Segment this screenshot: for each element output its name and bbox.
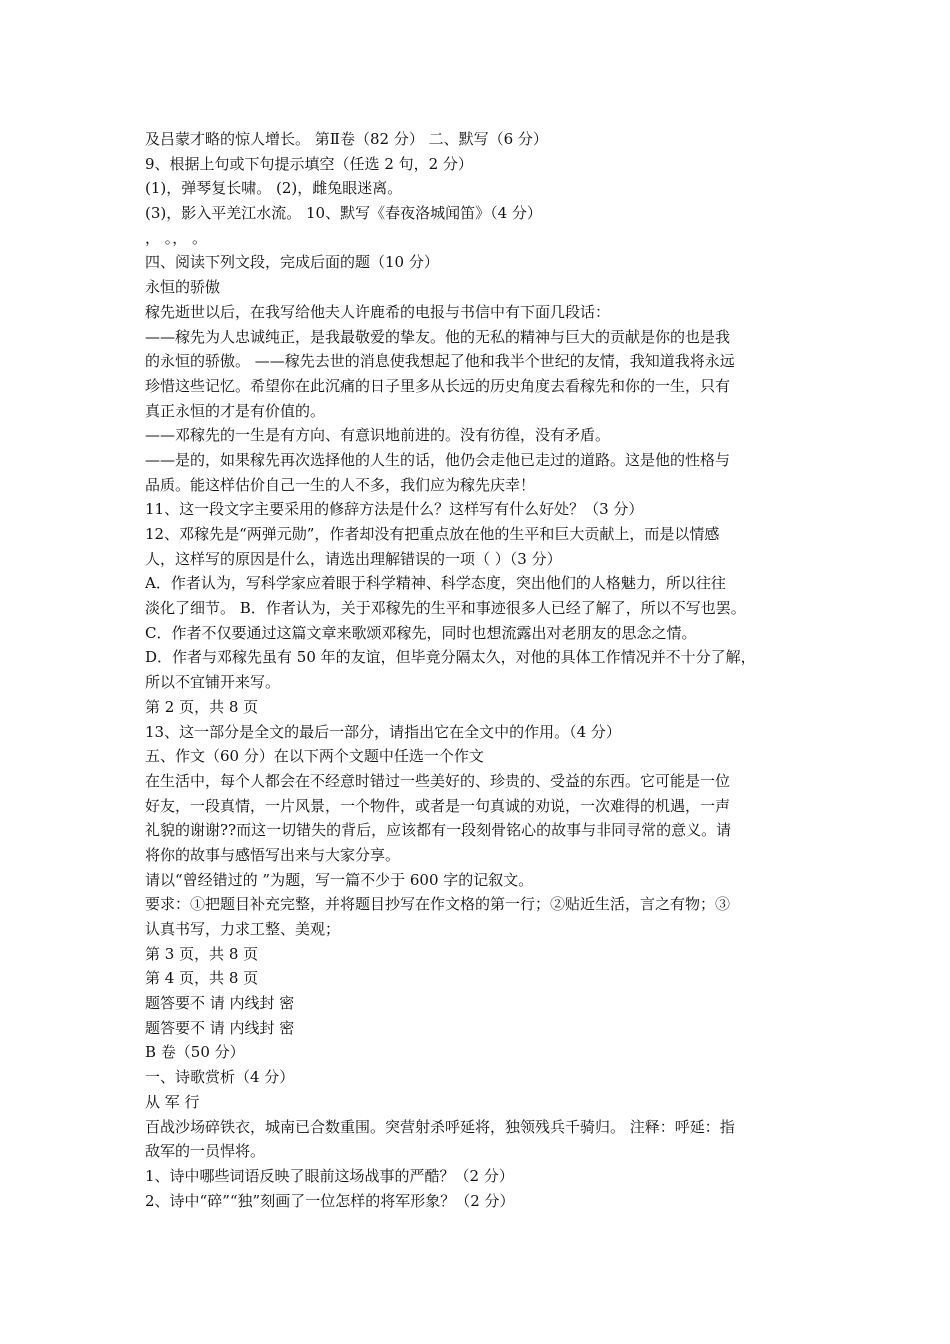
text-line: ——稼先为人忠诚纯正，是我最敬爱的挚友。他的无私的精神与巨大的贡献是你的也是我 bbox=[145, 327, 731, 346]
page-number: 第 4 页，共 8 页 bbox=[145, 969, 259, 988]
text-line: 四、阅读下列文段，完成后面的题（10 分） bbox=[145, 253, 439, 272]
option-line: A．作者认为，写科学家应着眼于科学精神、科学态度，突出他们的人格魅力，所以往往 bbox=[145, 574, 726, 593]
document-page bbox=[145, 127, 835, 1213]
text-line: 所以不宜铺开来写。 bbox=[145, 673, 281, 692]
poem-text: 百战沙场碎铁衣，城南已合数重围。突营射杀呼延将，独领残兵千骑归。 注释：呼延：指 bbox=[145, 1117, 735, 1136]
text-line: 要求：①把题目补充完整，并将题目抄写在作文格的第一行；②贴近生活，言之有物；③ bbox=[145, 895, 731, 914]
poem-title: 从 军 行 bbox=[145, 1092, 200, 1111]
question-line: 1、诗中哪些词语反映了眼前这场战事的严酷？（2 分） bbox=[145, 1166, 514, 1185]
text-line: 认真书写，力求工整、美观； bbox=[145, 920, 341, 938]
text-line: 在生活中，每个人都会在不经意时错过一些美好的、珍贵的、受益的东西。它可能是一位 bbox=[145, 771, 731, 790]
question-line: 12、邓稼先是“两弹元勋”，作者却没有把重点放在他的生平和巨大贡献上，而是以情感 bbox=[145, 525, 720, 543]
section-title: 永恒的骄傲 bbox=[145, 278, 221, 297]
text-line: 稼先逝世以后，在我写给他夫人许鹿希的电报与书信中有下面几段话： bbox=[145, 302, 611, 321]
text-line: 礼貌的谢谢??而这一切错失的背后，应该都有一段刻骨铭心的故事与非同寻常的意义。请 bbox=[145, 821, 732, 840]
binding-margin-text: 题答要不 请 内线封 密 bbox=[145, 994, 295, 1013]
option-line: D．作者与邓稼先虽有 50 年的友谊，但毕竟分隔太久，对他的具体工作情况并不十分了解， bbox=[145, 648, 756, 667]
text-line: 9、根据上句或下句提示填空（任选 2 句，2 分） bbox=[145, 154, 473, 173]
section-heading: B 卷（50 分） bbox=[145, 1043, 245, 1062]
section-heading: 五、作文（60 分）在以下两个文题中任选一个作文 bbox=[145, 747, 484, 766]
question-line: 11、这一段文字主要采用的修辞方法是什么？这样写有什么好处？（3 分） bbox=[145, 500, 644, 519]
text-line: 真正永恒的才是有价值的。 bbox=[145, 401, 326, 420]
text-line: 请以“曾经错过的 ”为题，写一篇不少于 600 字的记叙文。 bbox=[145, 870, 534, 889]
option-line: C．作者不仅要通过这篇文章来歌颂邓稼先，同时也想流露出对老朋友的思念之情。 bbox=[145, 623, 697, 642]
question-line: 13、这一部分是全文的最后一部分，请指出它在全文中的作用。（4 分） bbox=[145, 722, 621, 741]
text-line: (1)，弹琴复长啸。 (2)，雌兔眼迷离。 bbox=[145, 179, 403, 198]
binding-margin-text: 题答要不 请 内线封 密 bbox=[145, 1018, 295, 1037]
text-line: 珍惜这些记忆。希望你在此沉痛的日子里多从长远的历史角度去看稼先和你的一生，只有 bbox=[145, 376, 731, 395]
text-line: ——是的，如果稼先再次选择他的人生的话，他仍会走他已走过的道路。这是他的性格与 bbox=[145, 450, 731, 469]
option-line: 淡化了细节。 B．作者认为，关于邓稼先的生平和事迹很多人已经了解了，所以不写也罢。 bbox=[145, 599, 746, 618]
text-line: ——邓稼先的一生是有方向、有意识地前进的。没有彷徨，没有矛盾。 bbox=[145, 426, 611, 445]
question-line: 2、诗中“碎”“独”刻画了一位怎样的将军形象？（2 分） bbox=[145, 1191, 515, 1210]
text-line: 的永恒的骄傲。 ——稼先去世的消息使我想起了他和我半个世纪的友情，我知道我将永远 bbox=[145, 352, 735, 371]
text-line: ， 。， 。 bbox=[145, 228, 208, 247]
page-number: 第 2 页，共 8 页 bbox=[145, 697, 259, 716]
text-line: 好友，一段真情，一片风景，一个物件，或者是一句真诚的劝说，一次难得的机遇，一声 bbox=[145, 796, 731, 815]
section-heading: 一、诗歌赏析（4 分） bbox=[145, 1068, 295, 1087]
text-line: 人，这样写的原因是什么，请选出理解错误的一项（ ）（3 分） bbox=[145, 549, 562, 568]
text-line: (3)，影入平羌江水流。 10、默写《春夜洛城闻笛》（4 分） bbox=[145, 204, 542, 223]
text-line: 敌军的一员悍将。 bbox=[145, 1142, 266, 1161]
page-number: 第 3 页，共 8 页 bbox=[145, 944, 259, 963]
text-line: 品质。能这样估价自己一生的人不多，我们应为稼先庆幸！ bbox=[145, 475, 536, 494]
text-line: 及吕蒙才略的惊人增长。 第Ⅱ卷（82 分） 二、默写（6 分） bbox=[145, 130, 548, 148]
text-line: 将你的故事与感悟写出来与大家分享。 bbox=[145, 845, 401, 864]
